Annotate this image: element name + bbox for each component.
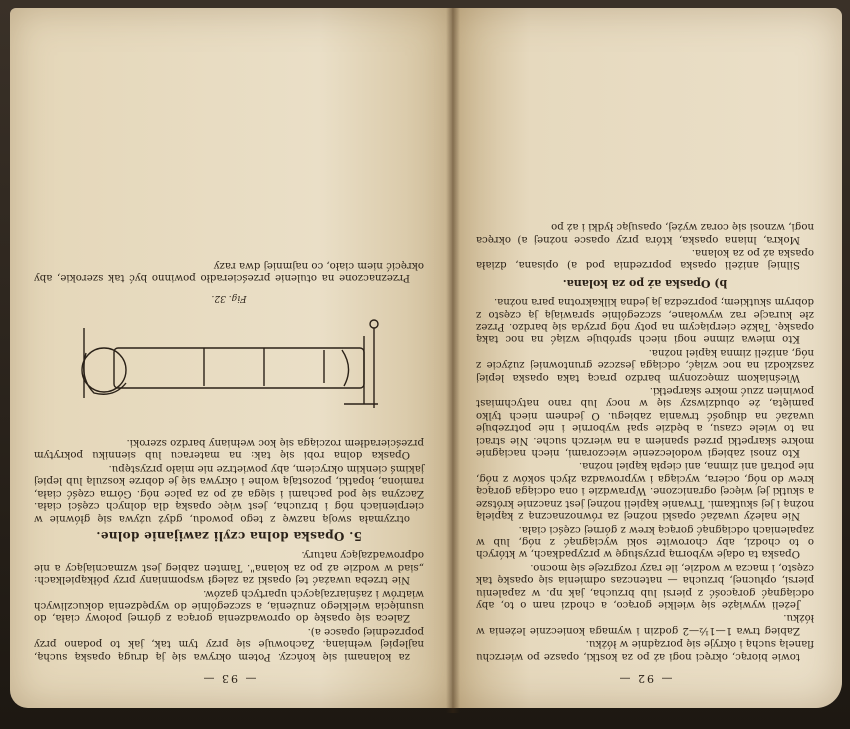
paragraph: Silniej aniżeli opaska poprzednia pod a) opisana, działa opaska aż po za kolana. [476,247,814,271]
paragraph: towie biorąc, okręci nogi aż po za kostki, opasze po wierzchu flanelą suchą i okryje się porządnie w łóżku. [476,638,814,662]
paragraph: za kolanami się kończy. Potem okrywa się ją drugą opaską suchą, najlepiej wełnianą. Zachowuje się przy tym tak, jak to podano przy poprzedniej opasce a). [34,625,424,662]
paragraph: otrzymała swoją nazwę z tego powodu, gdyż używa się głównie w cierpieniach nóg i brzucha, jest więc opaską dla dolnych części ciała. Zaczyna się pod pachami i sięga aż po za palce nóg. Górna część ciała, ramiona, łopatki, pozostają wolne i okrywa się je dobrze koszulą lub lepiej jakimś cienkim okryciem, aby powietrze nie miało przystępu. [34,462,424,524]
paragraph: Zaleca się opaskę do oprowadzenia gorąca z górnej połowy ciała, do usunięcia wielkiego znużenia, a szczególnie do wypędzenia dokuczliwych wiatrów i zaśniarzających upartych gazów. [34,587,424,624]
page-number: — 93 — [201,672,257,685]
paragraph: Nie trzeba uważać tej opaski za zaległ wspomniany przy półkąpielkach: „siad w wodzie aż po za kolana". Tamten zabieg jest wzmacniający a nie odprowadzający natury. [34,549,424,586]
right-page [452,8,842,708]
figure-caption: Fig. 32. [211,292,247,303]
paragraph: Opaska dolna robi się tak: na materacu lub sienniku pokrytym prześcieradłem rozciąga się koc wełniany bardzo szeroki. [34,437,424,461]
paragraph: Przeznaczone na otulenie prześcieradło powinno być tak szerokie, aby okręcić niem ciało, co najmniej dwa razy [34,259,424,284]
book-gutter [446,8,460,713]
paragraph: Mokra, lniana opaska, która przy opasce nożnej a) okręca nogi, wznosi się coraz wyżej, opasując łydki i aż po [476,221,814,245]
paragraph: Kto miewa zimne nogi niech spróbuje wziąć na noc taką opaskę. Także cierpiącym na poty nóg przyda się bardzo. Przez złe kuracje raz wywołane, szczególnie sprawiają ją często z dobrym skutkiem; poprzedza ją jedna kilkakrotna para nożna. [476,296,814,345]
paragraph: Zabieg trwa 1—1½—2 godzin i wymaga koniecznie leżenia w łóżku. [476,612,814,636]
page-number: — 92 — [617,672,673,685]
paragraph: Wieśniakom zmęczonym bardzo pracą taka opaska lepiej zaszkodzi na noc wziąć, odciąga jeszcze gruntowniej zużycie z nóg, aniżeli zimna kąpiel nożna. [476,346,814,383]
paragraph: Opaska ta odaje wyborną przysługę w przypadkach, w których o to chodzi, aby chorowite soki wyciągnąć z nóg, lub w zapaleniach odciągnąć gorącą krew z górnej części ciała. [476,523,814,560]
bed-wrap-illustration [74,308,384,428]
section-heading: 5. Opaska dolna czyli zawijanie dolne. [96,528,362,543]
paragraph: Kto znosi zabiegi wodoleczenie wieczorami, niech naciągnie mokre skarpetki przed spaniem a na wierzch suche. Nie straci na to wiele czasu, a będzie spał wybornie i nie potrzebuje uważać na długość trwania zabiegu. O jednem niech tylko pamięta, że obudziwszy się w nocy lub rano natychmiast powinien zzuć mokre skarpetki. [476,385,814,459]
paragraph: Nie należy uważać opaski nożnej za równoznaczną z kąpielą nożną i jej skutkami. Trwanie kąpieli nożnej jest znacznie krótsze a skutki jej więcej ograniczone. Wprawdzie i ona odciąga gorącą krew do nóg, ociera, wyciąga i wyprowadza złych soków z nóg, nie potrafi ani zimna, ani ciepła kąpiel nożna. [476,460,814,522]
left-page [10,8,452,708]
paragraph: Jeżeli wywiąże się wielkie gorąco, a chodzi nam o to, aby odciągnąć gorącość z piersi lub brzucha, jak np. w zapaleniu piersi, opłucnej, brzucha — natenczas odmienia się opaskę tak często, i macza w wodzie, ile razy rozgrzeje się mocno. [476,561,814,610]
section-heading: b) Opaska aż po za kolana. [562,276,728,290]
